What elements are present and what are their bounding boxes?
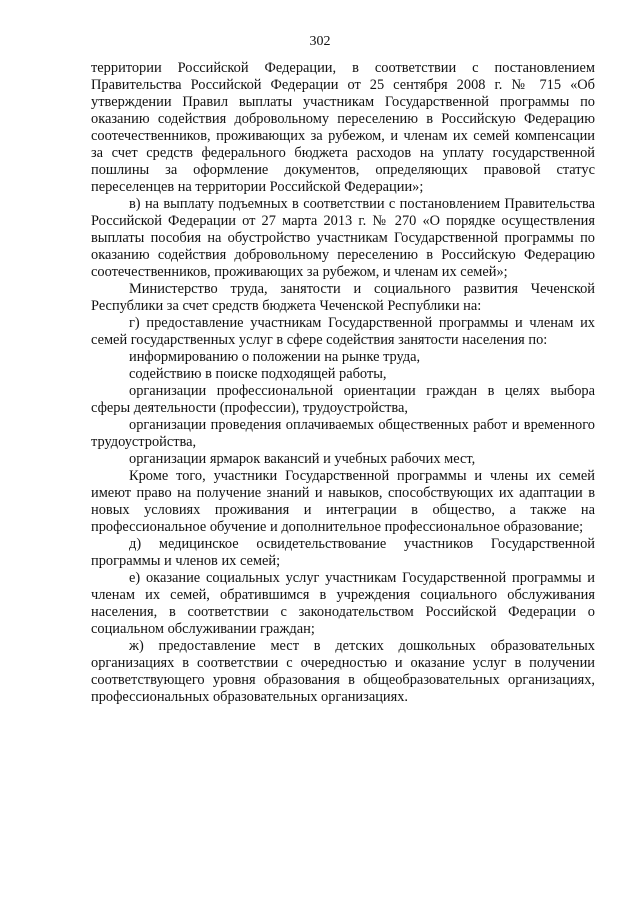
paragraph: д) медицинское освидетельствование участников Государственной программы и членов их семей;	[91, 536, 595, 569]
paragraph: территории Российской Федерации, в соответствии с постановлением Правительства Российской Федерации от 25 сентября 2008 г. № 715 «Об утверждении Правил выплаты участникам Государственной программы по оказанию содействия добровольному переселению в Российскую Федерацию соотечественников, проживающих за рубежом, и членам их семей компенсации за счет средств федерального бюджета расходов на уплату государственной пошлины за оформление документов, определяющих правовой статус переселенцев на территории Российской Федерации»;	[91, 60, 595, 195]
paragraph: Министерство труда, занятости и социального развития Чеченской Республики за счет средств бюджета Чеченской Республики на:	[91, 281, 595, 314]
paragraph: организации профессиональной ориентации граждан в целях выбора сферы деятельности (профессии), трудоустройства,	[91, 383, 595, 416]
body-text	[91, 60, 595, 706]
paragraph: е) оказание социальных услуг участникам Государственной программы и членам их семей, обратившимся в учреждения социального обслуживания населения, в соответствии с законодательством Российской Федерации о социальном обслуживании граждан;	[91, 570, 595, 637]
paragraph: содействию в поиске подходящей работы,	[129, 366, 387, 382]
paragraph: организации проведения оплачиваемых общественных работ и временного трудоустройства,	[91, 417, 595, 450]
paragraph: организации ярмарок вакансий и учебных рабочих мест,	[129, 451, 476, 467]
paragraph: Кроме того, участники Государственной программы и члены их семей имеют право на получение знаний и навыков, способствующих их адаптации в новых условиях проживания и интеграции в общество, а также на профессиональное обучение и дополнительное профессиональное образование;	[91, 468, 595, 535]
page-number: 302	[309, 34, 331, 49]
paragraph: г) предоставление участникам Государственной программы и членам их семей государственных услуг в сфере содействия занятости населения по:	[91, 315, 595, 348]
paragraph: ж) предоставление мест в детских дошкольных образовательных организациях в соответствии с очередностью и оказание услуг в получении соответствующего уровня образования в общеобразовательных организациях, профессиональных образовательных организациях.	[91, 638, 595, 705]
paragraph: информированию о положении на рынке труда,	[129, 349, 421, 365]
paragraph: в) на выплату подъемных в соответствии с постановлением Правительства Российской Федерации от 27 марта 2013 г. № 270 «О порядке осуществления выплаты пособия на обустройство участникам Государственной программы по оказанию содействия добровольному переселению в Российскую Федерацию соотечественников, проживающих за рубежом, и членам их семей»;	[91, 196, 595, 280]
